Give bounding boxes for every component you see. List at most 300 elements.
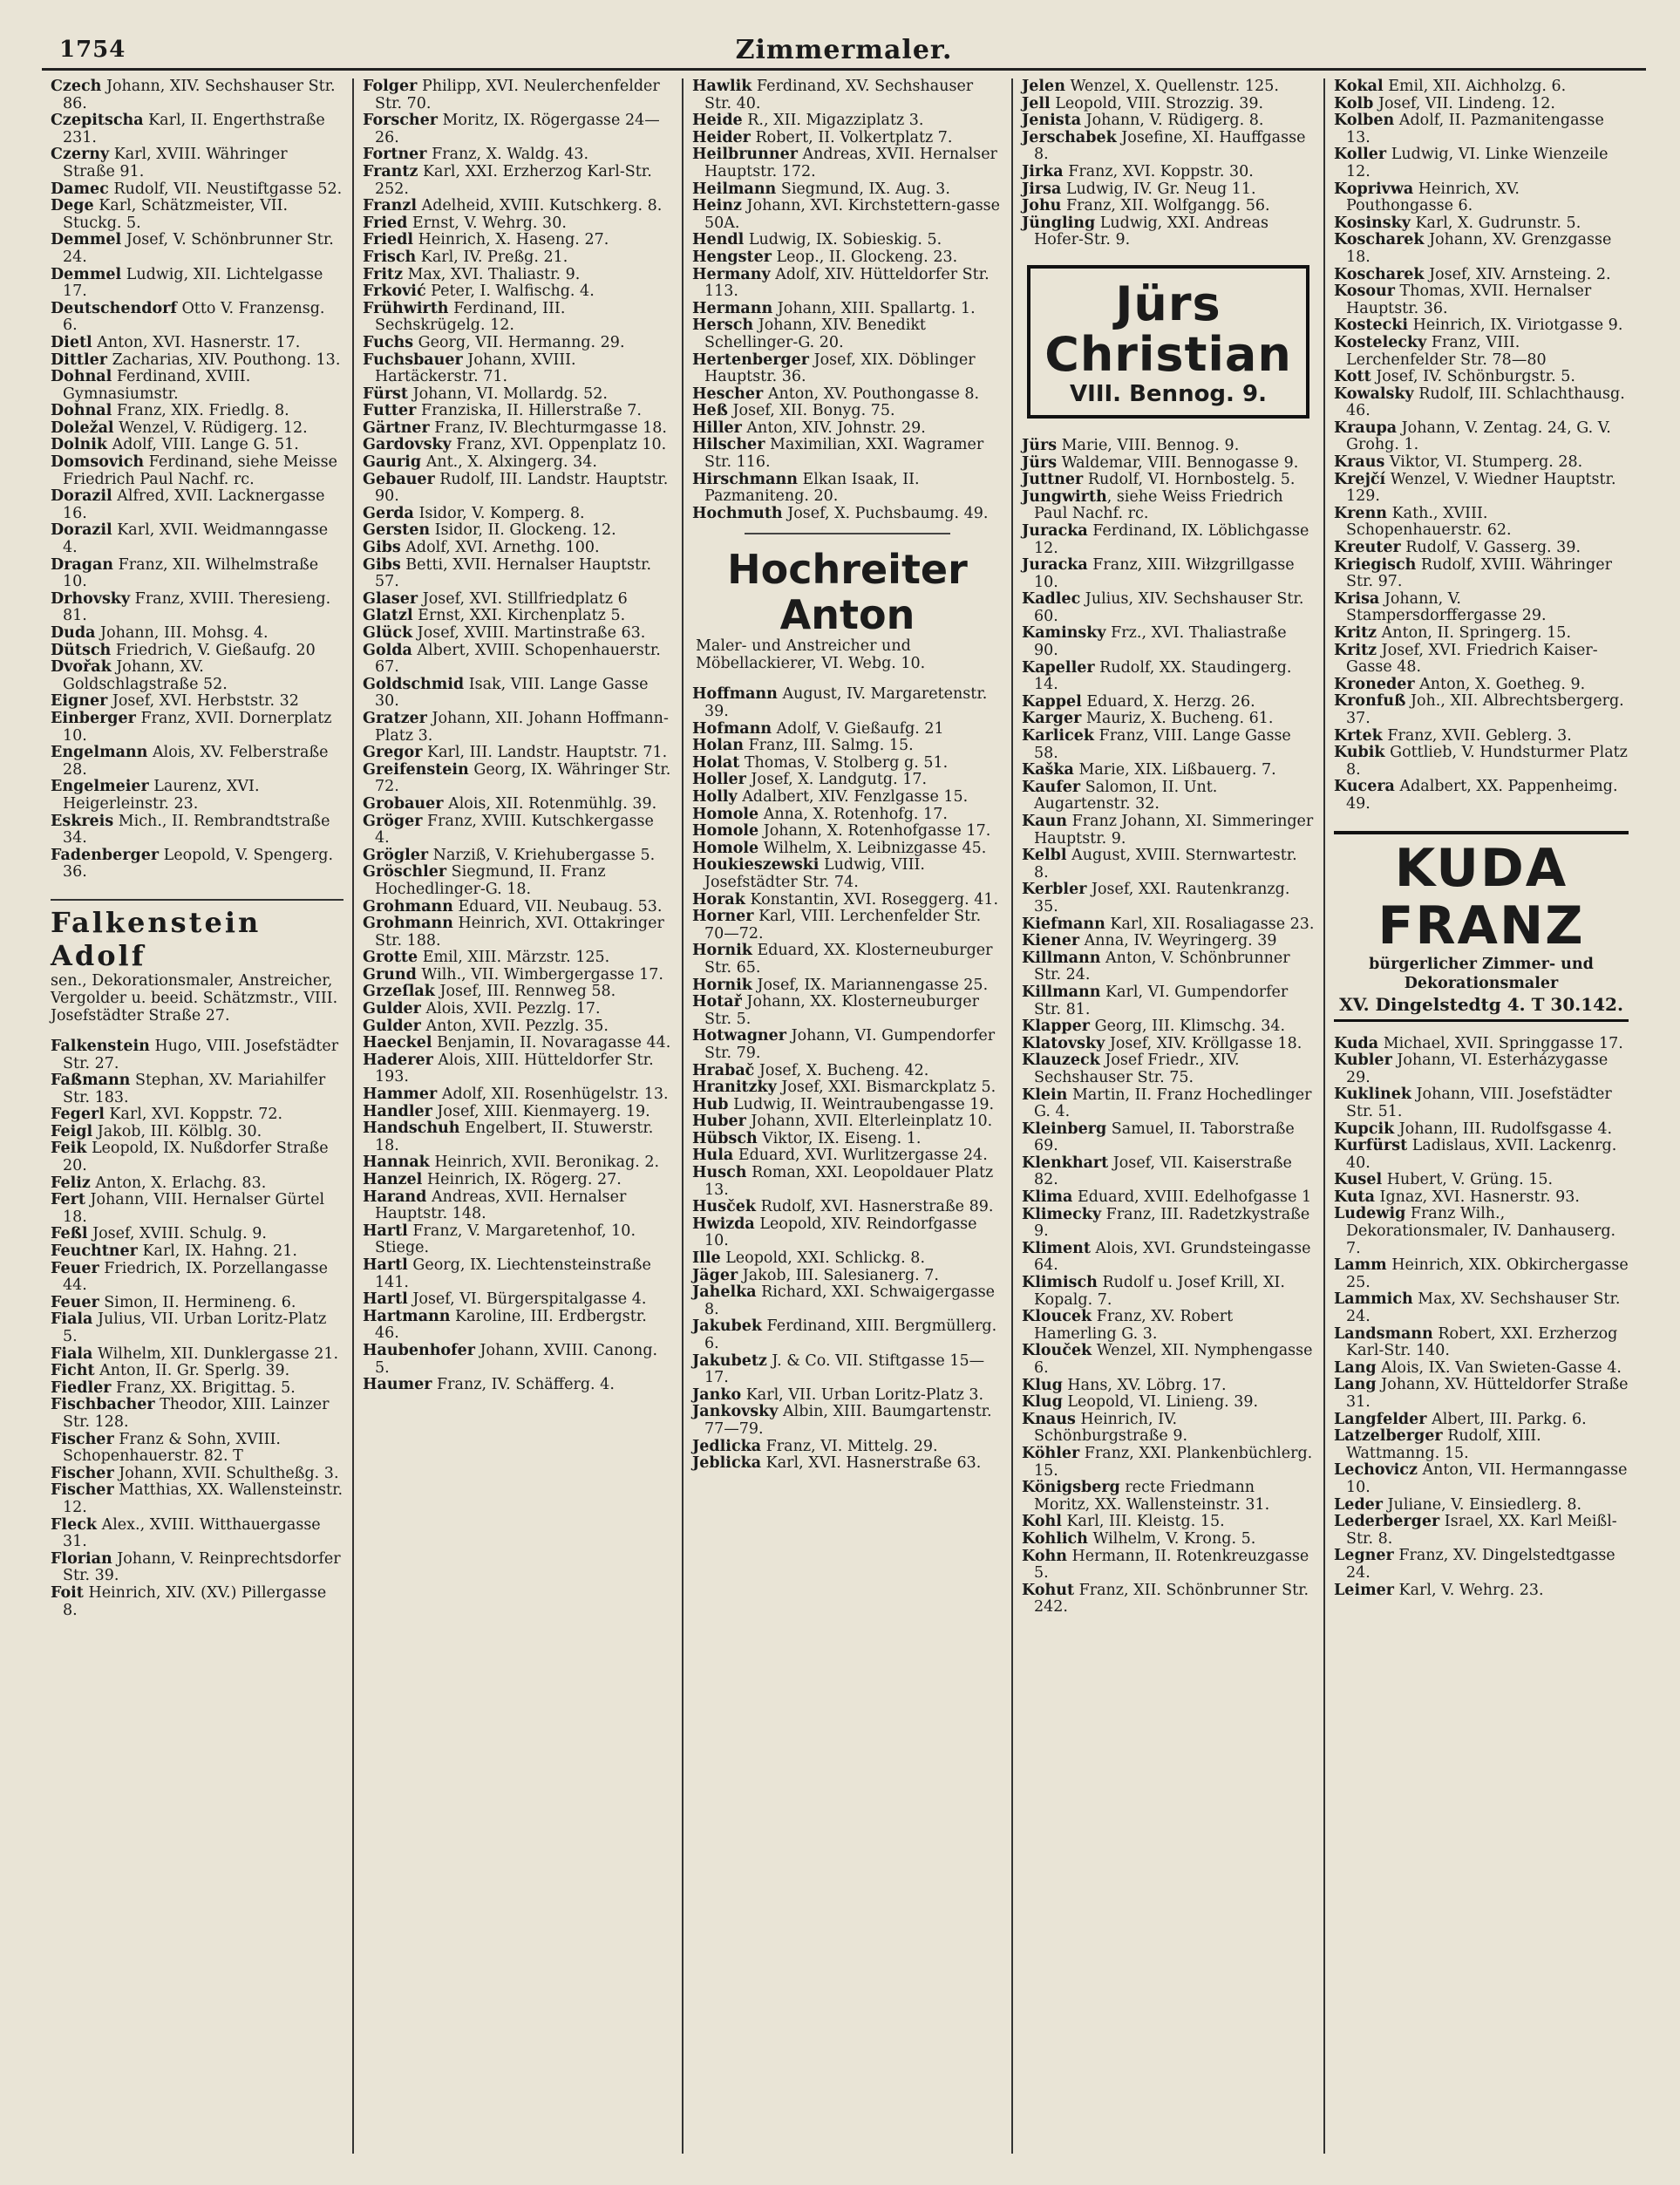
entry-address: Josef, XIII. Kienmayerg. 19. <box>432 1102 650 1120</box>
entry-name: Frantz <box>363 162 418 180</box>
entry-name: Heide <box>692 112 743 130</box>
entry-name: Legner <box>1334 1547 1394 1565</box>
directory-entry <box>1334 369 1629 386</box>
directory-entry <box>51 1175 343 1193</box>
entry-address: Konstantin, XVI. Roseggerg. 41. <box>745 890 999 909</box>
directory-entry <box>1334 146 1629 180</box>
entry-address: Albert, XVIII. Schopenhauerstr. 67. <box>375 641 661 677</box>
directory-entry <box>51 181 343 199</box>
entry-name: Hawlik <box>692 78 752 95</box>
entry-name: Hescher <box>692 385 764 403</box>
directory-entry <box>363 78 673 112</box>
directory-entry <box>51 78 343 112</box>
entry-name: Kupcik <box>1334 1120 1395 1138</box>
entry-name: Falkenstein <box>51 1037 150 1055</box>
entry-address: Adalbert, XIV. Fenzlgasse 15. <box>737 788 969 806</box>
directory-entry <box>51 232 343 266</box>
directory-entry <box>1022 1343 1315 1377</box>
entry-address: Frz., XVI. Thaliastraße 90. <box>1034 624 1287 660</box>
entry-address: Adelheid, XVIII. Kutschkerg. 8. <box>417 197 663 215</box>
directory-entry <box>1022 660 1315 694</box>
directory-entry <box>1022 933 1315 950</box>
entry-name: Fleck <box>51 1515 97 1534</box>
entry-address: Adolf, XIV. Hütteldorfer Str. 113. <box>704 265 990 301</box>
entry-name: Kosour <box>1334 282 1395 301</box>
entry-name: Husch <box>692 1164 747 1182</box>
entry-name: Hofmann <box>692 719 772 738</box>
entry-name: Fritz <box>363 265 404 283</box>
directory-entry <box>692 1097 1003 1114</box>
entry-name: Kokal <box>1334 78 1384 95</box>
directory-entry <box>1334 1497 1629 1515</box>
directory-entry <box>1334 1189 1629 1207</box>
entry-name: Heider <box>692 128 751 146</box>
entry-address: Josef, XVI. Stillfriedplatz 6 <box>418 589 628 608</box>
entry-name: Gaurig <box>363 453 422 472</box>
directory-entry <box>363 1309 673 1343</box>
entry-address: Simon, II. Hermineng. 6. <box>99 1293 296 1311</box>
entry-name: Handler <box>363 1102 432 1120</box>
directory-entry <box>1334 78 1629 96</box>
directory-entry <box>692 130 1003 147</box>
entry-address: Ernst, V. Wehrg. 30. <box>407 214 567 232</box>
entry-address: Anton, V. Schönbrunner Str. 24. <box>1034 949 1290 984</box>
entry-address: Heinrich, XVII. Beronikag. 2. <box>429 1154 660 1172</box>
entry-address: Rudolf, VII. Neustiftgasse 52. <box>108 180 343 198</box>
directory-entry <box>51 1432 343 1466</box>
entry-name: Fried <box>363 214 408 232</box>
entry-address: Leopold, XIV. Reindorfgasse 10. <box>704 1215 977 1250</box>
entry-address: Friedrich, IX. Porzellangasse 44. <box>63 1259 328 1295</box>
column-2 <box>354 78 684 2154</box>
entry-address: Adolf, VIII. Lange G. 51. <box>107 436 299 454</box>
entry-address: Franz, XVIII. Theresieng. 81. <box>63 589 331 625</box>
entry-name: Krenn <box>1334 504 1388 522</box>
entry-name: Friedl <box>363 231 414 249</box>
column-3 <box>684 78 1013 2154</box>
entry-name: Kiener <box>1022 932 1080 950</box>
entry-address: Jakob, III. Salesianerg. 7. <box>738 1266 939 1284</box>
entry-address: Johann, VIII. Hernalser Gürtel 18. <box>63 1191 325 1226</box>
entry-name: Kadlec <box>1022 590 1081 609</box>
directory-entry <box>363 1291 673 1309</box>
entry-name: Foit <box>51 1583 84 1602</box>
entry-address: Franz, III. Radetzkystraße 9. <box>1034 1205 1310 1241</box>
directory-entry <box>1022 1241 1315 1275</box>
directory-entry <box>692 721 1003 739</box>
entry-name: Kaufer <box>1022 778 1081 796</box>
directory-entry <box>363 437 673 454</box>
entry-address: Rudolf, III. Landstr. Hauptstr. 90. <box>375 470 669 506</box>
entry-name: Feigl <box>51 1122 93 1140</box>
directory-entry <box>1334 1206 1629 1257</box>
directory-entry <box>363 352 673 386</box>
entry-name: Janko <box>692 1385 742 1404</box>
entry-address: Heinrich, XVI. Ottakringer Str. 188. <box>375 915 664 950</box>
entry-address: Georg, VII. Hermanng. 29. <box>413 333 625 351</box>
entry-address: Johann, XVIII. Canong. 5. <box>375 1341 658 1377</box>
entry-address: Emil, XII. Aichholzg. 6. <box>1383 78 1567 95</box>
entry-address: , siehe Weiss Friedrich Paul Nachf. rc. <box>1034 487 1283 523</box>
entry-address: Eduard, XX. Klosterneuburger Str. 65. <box>704 942 993 977</box>
entry-name: Hornik <box>692 976 752 994</box>
entry-address: Josef, XVIII. Martinstraße 63. <box>412 624 646 642</box>
entry-address: Engelbert, II. Stuwerstr. 18. <box>375 1120 654 1154</box>
entry-name: Landsmann <box>1334 1324 1433 1343</box>
directory-entry <box>692 1268 1003 1285</box>
entry-address: Anton, II. Springerg. 15. <box>1377 624 1572 642</box>
entry-address: Johann, X. Rotenhofgasse 17. <box>758 822 991 841</box>
entry-name: Horak <box>692 890 745 909</box>
entry-name: Jelen <box>1022 78 1065 95</box>
entry-address: Richard, XXI. Schwaigergasse 8. <box>704 1283 996 1318</box>
entry-name: Fuchs <box>363 333 414 351</box>
directory-entry <box>1334 1377 1629 1411</box>
entry-address: Adalbert, XX. Pappenheimg. 49. <box>1346 778 1618 813</box>
directory-entry <box>363 762 673 796</box>
entry-address: Johann, V. Rüdigerg. 8. <box>1081 112 1264 130</box>
entry-address: Franz, XII. Wolfgangg. 56. <box>1061 197 1270 215</box>
entry-name: Golda <box>363 641 412 659</box>
directory-entry <box>1334 1326 1629 1360</box>
directory-entry <box>51 522 343 556</box>
directory-entry <box>1022 984 1315 1018</box>
entry-name: Holat <box>692 753 740 772</box>
directory-entry <box>1022 198 1315 215</box>
entry-name: Futter <box>363 402 417 420</box>
directory-entry <box>363 454 673 472</box>
entry-address: Johann, XX. Klosterneuburger Str. 5. <box>704 993 979 1028</box>
directory-entry <box>1022 1018 1315 1036</box>
entry-address: Rudolf, XVI. Hasnerstraße 89. <box>756 1198 994 1216</box>
directory-entry <box>363 146 673 164</box>
entry-name: Lechovicz <box>1334 1461 1418 1480</box>
entry-name: Ludewig <box>1334 1205 1406 1223</box>
entry-name: Hannak <box>363 1154 430 1172</box>
advertisement <box>51 899 343 1024</box>
entry-name: Gröschler <box>363 863 447 881</box>
entry-name: Hotař <box>692 993 742 1011</box>
directory-entry <box>1022 694 1315 711</box>
directory-entry <box>363 967 673 984</box>
entry-name: Klimecky <box>1022 1205 1102 1223</box>
directory-entry <box>1334 96 1629 113</box>
entry-address: Ludwig, II. Weintraubengasse 19. <box>728 1095 995 1113</box>
entry-address: Karl, VIII. Lerchenfelder Str. 70—72. <box>704 908 982 943</box>
directory-entry <box>363 267 673 284</box>
directory-entry <box>363 249 673 267</box>
directory-entry <box>51 745 343 779</box>
entry-name: Hartl <box>363 1222 408 1240</box>
entry-address: Karl, VII. Urban Loritz-Platz 3. <box>741 1385 984 1404</box>
entry-name: Hartl <box>363 1256 408 1274</box>
entry-address: Franz, XVII. Geblerg. 3. <box>1382 726 1572 745</box>
directory-entry <box>692 807 1003 824</box>
entry-address: Robert, XXI. Erzherzog Karl-Str. 140. <box>1346 1324 1618 1360</box>
entry-name: Horner <box>692 908 754 926</box>
directory-entry <box>1334 1583 1629 1600</box>
entry-address: Josef, XII. Bonyg. 75. <box>727 402 895 420</box>
entry-name: Kappel <box>1022 692 1082 711</box>
directory-entry <box>1334 1121 1629 1139</box>
advertisement-text: sen., Dekorationsmaler, Anstreicher, Vergolder u. beeid. Schätzmstr., VIII. Josefstädter Straße 27. <box>51 971 338 1024</box>
entry-address: Philipp, XVI. Neulerchenfelder Str. 70. <box>375 78 660 112</box>
column-4 <box>1013 78 1325 2154</box>
entry-name: Hornik <box>692 942 752 960</box>
entry-name: Hwizda <box>692 1215 755 1233</box>
directory-entry <box>692 1165 1003 1199</box>
entry-address: Albin, XIII. Baumgartenstr. 77—79. <box>704 1403 992 1438</box>
entry-address: Hubert, V. Grüng. 15. <box>1382 1171 1554 1189</box>
entry-address: Alois, XVII. Pezzlg. 17. <box>420 1000 601 1018</box>
entry-address: Ferdinand, siehe Meisse Friedrich Paul Nachf. rc. <box>63 453 337 488</box>
entry-name: Holly <box>692 788 738 806</box>
directory-entry <box>1334 1172 1629 1189</box>
directory-entry <box>1022 1583 1315 1617</box>
entry-address: Isidor, II. Glockeng. 12. <box>430 521 616 540</box>
entry-address: Anton, XIV. Johnstr. 29. <box>741 419 926 437</box>
directory-entry <box>363 1257 673 1291</box>
directory-entry <box>692 386 1003 404</box>
entry-address: Thomas, XVII. Hernalser Hauptstr. 36. <box>1346 282 1592 317</box>
directory-entry <box>1022 1394 1315 1412</box>
entry-name: Fiala <box>51 1310 93 1329</box>
directory-entry <box>692 437 1003 471</box>
directory-entry <box>692 506 1003 523</box>
entry-address: Rudolf, VI. Hornbostelg. 5. <box>1083 471 1296 489</box>
entry-address: Anton, X. Erlachg. 83. <box>90 1174 267 1192</box>
directory-entry <box>363 643 673 677</box>
entry-name: Hammer <box>363 1086 438 1104</box>
entry-name: Hanzel <box>363 1171 423 1188</box>
directory-entry <box>363 164 673 198</box>
directory-entry <box>1334 454 1629 472</box>
entry-name: Feliz <box>51 1174 91 1192</box>
entry-address: Wilhelm, X. Leibnizgasse 45. <box>758 839 987 857</box>
directory-entry <box>363 522 673 540</box>
entry-address: Hans, XV. Löbrg. 17. <box>1062 1376 1227 1394</box>
entry-name: Kroneder <box>1334 675 1415 693</box>
entry-name: Fortner <box>363 146 427 164</box>
entry-address: Eduard, XVI. Wurlitzergasse 24. <box>733 1147 988 1165</box>
entry-name: Killmann <box>1022 949 1101 967</box>
entry-address: Robert, II. Volkertplatz 7. <box>750 128 953 146</box>
entry-address: Viktor, VI. Stumperg. 28. <box>1384 453 1583 472</box>
entry-address: Ernst, XXI. Kirchenplatz 5. <box>412 607 626 625</box>
section-title: Zimmermaler. <box>735 35 953 65</box>
entry-address: Anton, XVI. Hasnerstr. 17. <box>92 333 301 351</box>
entry-name: Hub <box>692 1095 729 1113</box>
directory-entry <box>51 1124 343 1141</box>
entry-address: Friedrich, V. Gießaufg. 20 <box>111 641 316 659</box>
directory-entry <box>692 1147 1003 1165</box>
entry-name: Holan <box>692 737 744 755</box>
entry-address: Karl, V. Wehrg. 23. <box>1393 1581 1544 1599</box>
entry-name: Dohnal <box>51 402 112 420</box>
entry-address: Adolf, V. Gießaufg. 21 <box>772 719 944 738</box>
directory-entry <box>1022 881 1315 916</box>
entry-name: Kliment <box>1022 1239 1091 1257</box>
entry-name: Klimisch <box>1022 1274 1098 1292</box>
entry-address: Franz, XIII. Wiłzgrillgasse 10. <box>1034 556 1295 591</box>
entry-address: Johann, XV. Hütteldorfer Straße 31. <box>1346 1376 1629 1411</box>
entry-name: Frisch <box>363 248 417 266</box>
entry-name: Frković <box>363 282 426 301</box>
entry-address: Johann, V. Stampersdorffergasse 29. <box>1346 589 1547 625</box>
entry-name: Glück <box>363 624 413 642</box>
entry-name: Grobauer <box>363 794 444 813</box>
entry-name: Klein <box>1022 1086 1068 1104</box>
directory-entry <box>1334 335 1629 369</box>
entry-address: Georg, IX. Währinger Str. 72. <box>375 760 671 796</box>
directory-entry <box>363 1172 673 1189</box>
entry-name: Harand <box>363 1188 427 1206</box>
entry-address: Franz, IV. Schäfferg. 4. <box>432 1376 615 1394</box>
directory-entry <box>363 1154 673 1172</box>
entry-address: Heinrich, XIX. Obkirchergasse 25. <box>1346 1256 1629 1291</box>
directory-entry <box>692 1284 1003 1318</box>
entry-address: Karl, Schätzmeister, VII. Stuckg. 5. <box>63 197 289 232</box>
entry-address: Martin, II. Franz Hochedlinger G. 4. <box>1034 1086 1312 1121</box>
directory-entry <box>1334 420 1629 454</box>
entry-address: Alois, XV. Felberstraße 28. <box>63 744 329 779</box>
entry-name: Houkieszewski <box>692 856 820 875</box>
entry-name: Leimer <box>1334 1581 1394 1599</box>
entry-name: Fuchsbauer <box>363 351 463 369</box>
entry-address: Heinrich, X. Haseng. 27. <box>413 231 609 249</box>
directory-entry <box>1334 472 1629 506</box>
entry-address: Juliane, V. Einsiedlerg. 8. <box>1383 1495 1582 1514</box>
entry-name: Dorazil <box>51 521 112 540</box>
directory-entry <box>692 1250 1003 1268</box>
entry-address: Georg, III. Klimschg. 34. <box>1090 1018 1286 1036</box>
entry-address: Leopold, IX. Nußdorfer Straße 20. <box>63 1140 329 1175</box>
entry-name: Klima <box>1022 1188 1073 1207</box>
entry-name: Karger <box>1022 710 1082 728</box>
directory-entry <box>363 847 673 865</box>
advertisement-headline: KUDA FRANZ <box>1377 837 1585 956</box>
directory-entry <box>363 1018 673 1036</box>
entry-address: Elkan Isaak, II. Pazmaniteng. 20. <box>704 470 920 506</box>
entry-name: Kiefmann <box>1022 915 1105 933</box>
advertisement-headline: Falkenstein Adolf <box>51 899 343 972</box>
directory-entry <box>51 625 343 643</box>
entry-name: Hartmann <box>363 1307 451 1325</box>
entry-address: Josef, X. Puchsbaumg. 49. <box>782 504 989 522</box>
directory-entry <box>1334 1052 1629 1086</box>
directory-entry <box>1334 1086 1629 1120</box>
entry-name: Kott <box>1334 368 1371 386</box>
directory-entry <box>692 1028 1003 1062</box>
entry-address: Ludwig, IV. Gr. Neug 11. <box>1061 180 1256 198</box>
entry-address: Maximilian, XXI. Wagramer Str. 116. <box>704 436 984 472</box>
entry-name: Kohn <box>1022 1547 1067 1565</box>
entry-address: Betti, XVII. Hernalser Hauptstr. 57. <box>375 555 652 591</box>
entry-name: Hotwagner <box>692 1027 787 1045</box>
directory-entry <box>692 232 1003 249</box>
directory-entry <box>51 813 343 847</box>
entry-name: Fürst <box>363 385 408 403</box>
entry-name: Frühwirth <box>363 299 449 317</box>
entry-name: Feuer <box>51 1259 99 1277</box>
directory-entry <box>363 1223 673 1257</box>
entry-name: Hengster <box>692 248 772 266</box>
directory-entry <box>1022 472 1315 489</box>
entry-address: Franz, XVI. Koppstr. 30. <box>1063 162 1254 180</box>
entry-name: Jell <box>1022 94 1051 112</box>
entry-address: Anton, II. Gr. Sperlg. 39. <box>94 1362 290 1380</box>
directory-entry <box>692 403 1003 420</box>
directory-entry <box>1022 1378 1315 1395</box>
entry-name: Kowalsky <box>1334 385 1414 403</box>
entry-name: Hertenberger <box>692 351 810 369</box>
entry-address: Karl, IV. Preßg. 21. <box>416 248 568 266</box>
entry-address: Josef, XIV. Kröllgasse 18. <box>1105 1034 1303 1052</box>
entry-address: Leopold, V. Spengerg. 36. <box>63 846 334 881</box>
directory-entry <box>1022 711 1315 728</box>
entry-name: Hula <box>692 1147 734 1165</box>
entry-name: Lang <box>1334 1376 1377 1394</box>
entry-name: Jenista <box>1022 112 1082 130</box>
entry-address: Ignaz, XVI. Hasnerstr. 93. <box>1374 1188 1580 1206</box>
entry-name: Forscher <box>363 112 438 130</box>
entry-address: Franz, VIII. Lerchenfelder Str. 78—80 <box>1346 333 1547 369</box>
entry-name: Köhler <box>1022 1444 1080 1462</box>
entry-name: Karlicek <box>1022 727 1094 745</box>
directory-entry <box>1022 455 1315 473</box>
entry-address: Marie, XIX. Lißbauerg. 7. <box>1073 761 1276 779</box>
directory-entry <box>363 112 673 146</box>
directory-entry <box>1022 1121 1315 1155</box>
entry-address: Anna, X. Rotenhofg. 17. <box>758 805 948 823</box>
directory-page <box>42 31 1646 2159</box>
entry-name: Jirsa <box>1022 180 1062 198</box>
entry-address: Jakob, III. Kölblg. 30. <box>92 1122 262 1140</box>
directory-entry <box>51 1551 343 1585</box>
directory-entry <box>363 283 673 301</box>
directory-entry <box>51 591 343 625</box>
entry-name: Kapeller <box>1022 658 1095 677</box>
directory-entry <box>1334 625 1629 643</box>
entry-name: Kostelecky <box>1334 333 1427 351</box>
entry-address: Josef, X. Landgutg. 17. <box>745 771 928 789</box>
directory-entry <box>363 984 673 1001</box>
entry-name: Koscharek <box>1334 265 1425 283</box>
directory-entry <box>1022 1087 1315 1121</box>
entry-address: Rudolf, XVIII. Währinger Str. 97. <box>1346 555 1612 591</box>
entry-name: Klug <box>1022 1376 1063 1394</box>
entry-address: Karl, XVI. Hasnerstraße 63. <box>761 1454 982 1473</box>
entry-name: Grzeſlak <box>363 983 435 1001</box>
directory-entry <box>363 745 673 762</box>
entry-address: Leop., II. Glockeng. 23. <box>771 248 958 266</box>
entry-address: recte Friedmann Moritz, XX. Wallensteinstr. 31. <box>1034 1479 1270 1514</box>
directory-entry <box>363 1001 673 1018</box>
entry-name: Czepitscha <box>51 112 144 130</box>
directory-entry <box>1334 317 1629 335</box>
directory-entry <box>51 1295 343 1312</box>
directory-entry <box>1334 643 1629 677</box>
entry-name: Kaminsky <box>1022 624 1106 643</box>
directory-entry <box>692 977 1003 995</box>
entry-name: Fert <box>51 1191 85 1209</box>
entry-address: Johann, XIV. Sechshauser Str. 86. <box>63 78 336 112</box>
entry-address: Karl, XVI. Koppstr. 72. <box>104 1106 283 1124</box>
directory-entry <box>692 1063 1003 1080</box>
entry-name: Einberger <box>51 709 136 727</box>
entry-address: Albert, III. Parkg. 6. <box>1426 1410 1587 1428</box>
entry-name: Dütsch <box>51 641 112 659</box>
